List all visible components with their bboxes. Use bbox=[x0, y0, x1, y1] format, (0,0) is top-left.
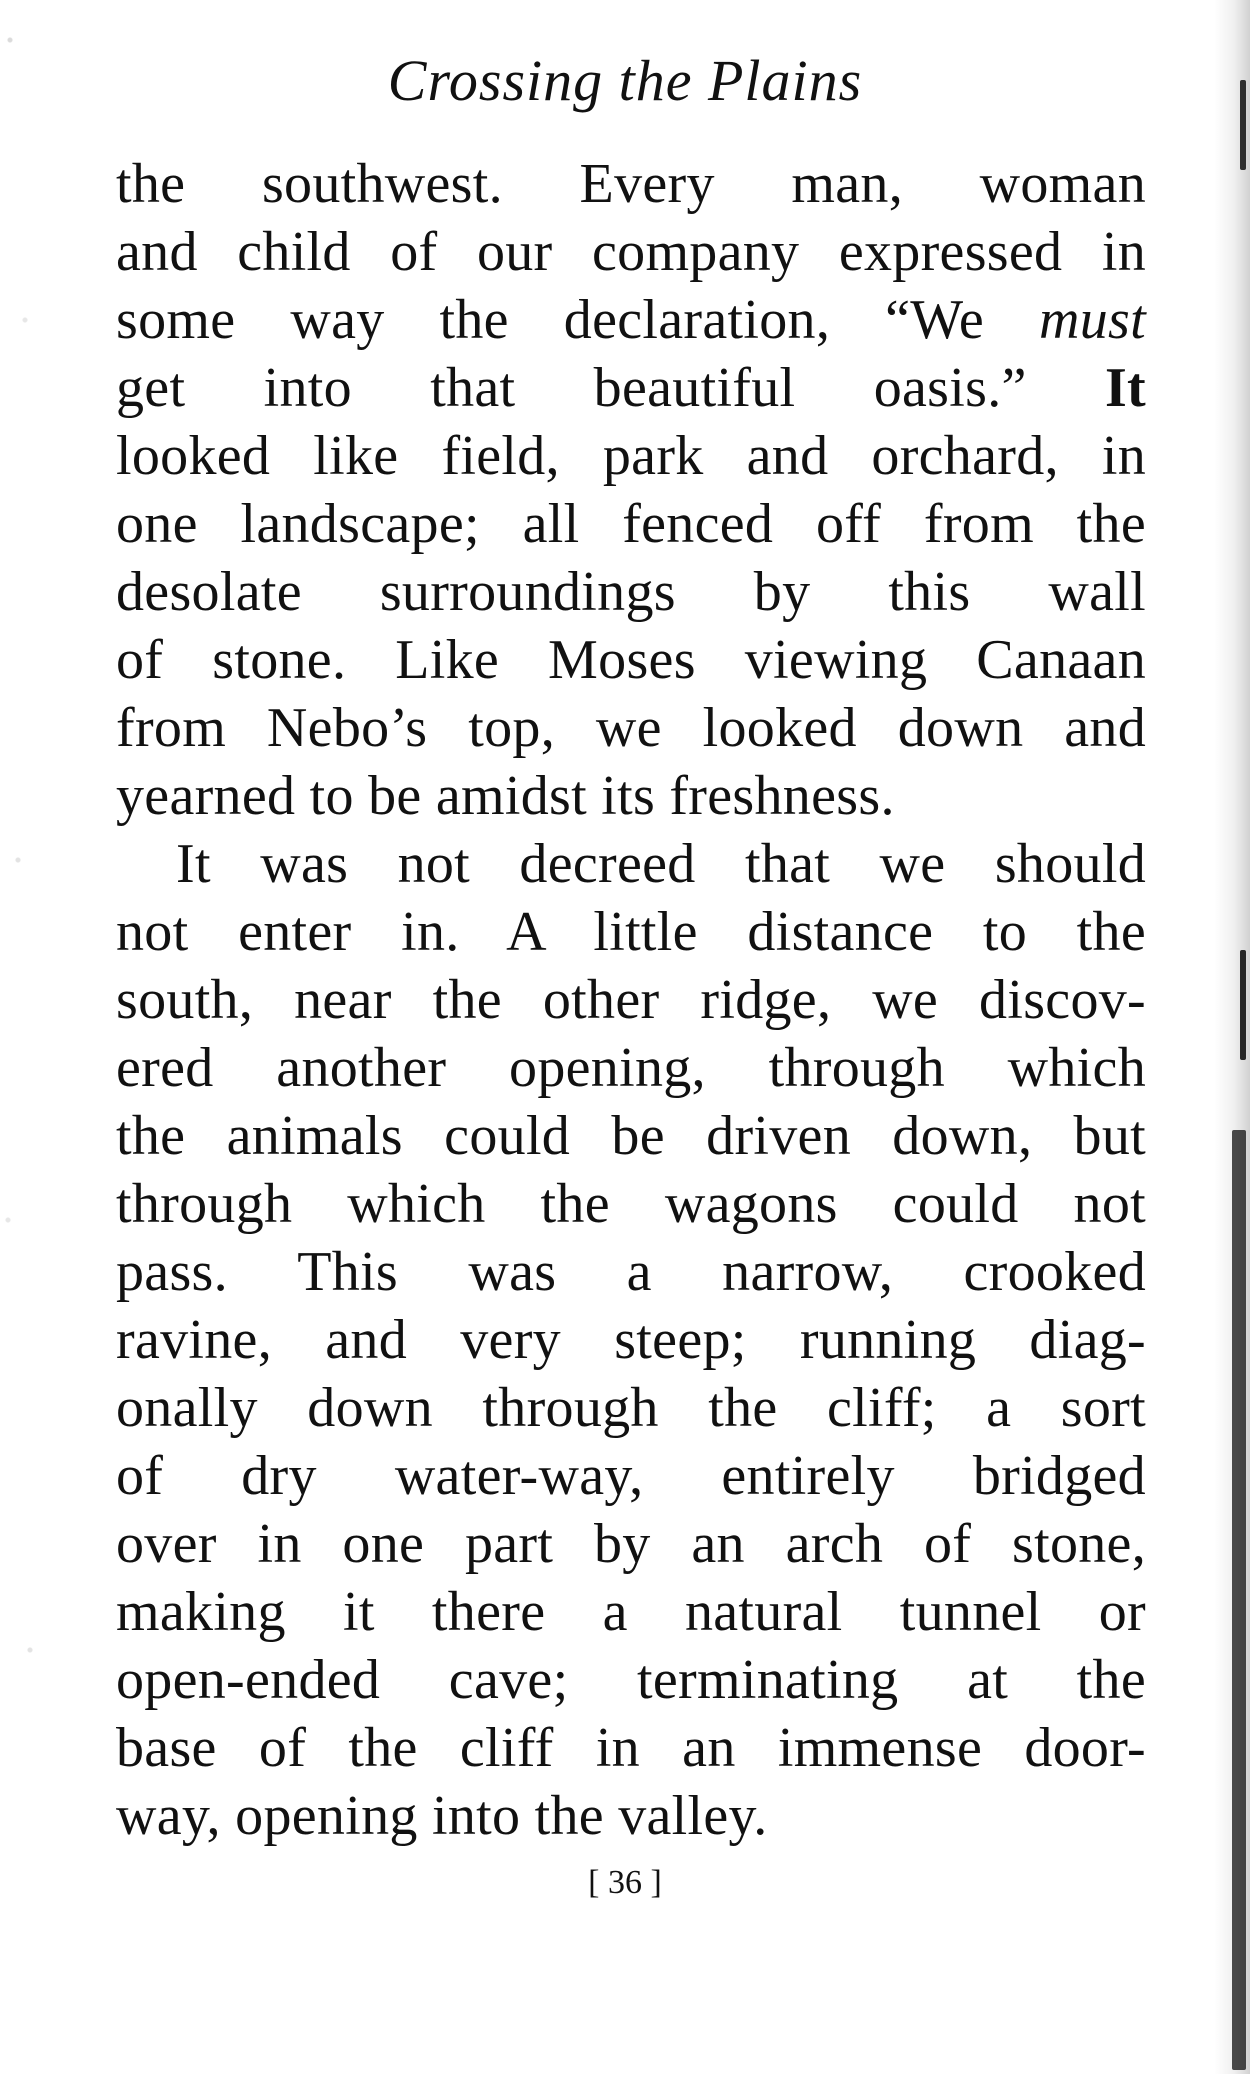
text-line: It was not decreed that we should bbox=[176, 833, 1146, 895]
text-line: pass. This was a narrow, crooked bbox=[116, 1241, 1146, 1303]
emphasis-word: must bbox=[1039, 289, 1146, 351]
text-line: open-ended cave; terminating at the bbox=[116, 1649, 1146, 1711]
text-line: desolate surroundings by this wall bbox=[116, 561, 1146, 623]
scan-edge-mark bbox=[1232, 1130, 1246, 2070]
text-line: of stone. Like Moses viewing Canaan bbox=[116, 629, 1146, 691]
running-head: Crossing the Plains bbox=[387, 48, 863, 113]
text-span: some way the declaration, “We bbox=[116, 289, 1039, 351]
text-line: through which the wagons could not bbox=[116, 1173, 1146, 1235]
text-line: one landscape; all fenced off from the bbox=[116, 493, 1146, 555]
text-line: yearned to be amidst its freshness. bbox=[116, 765, 895, 827]
text-line: onally down through the cliff; a sort bbox=[116, 1377, 1146, 1439]
text-line: south, near the other ridge, we discov- bbox=[116, 969, 1146, 1031]
scan-speckle-left bbox=[0, 0, 60, 2074]
body-text bbox=[116, 150, 1146, 1850]
smudged-word: It bbox=[1104, 357, 1146, 419]
text-line: ered another opening, through which bbox=[116, 1037, 1146, 1099]
text-line: base of the cliff in an immense door- bbox=[116, 1717, 1146, 1779]
text-line: looked like field, park and orchard, in bbox=[116, 425, 1146, 487]
text-line: over in one part by an arch of stone, bbox=[116, 1513, 1146, 1575]
text-line: from Nebo’s top, we looked down and bbox=[116, 697, 1146, 759]
text-span: get into that beautiful oasis.” bbox=[116, 357, 1105, 419]
text-line bbox=[116, 286, 1146, 354]
text-line: the southwest. Every man, woman bbox=[116, 153, 1146, 215]
text-line bbox=[116, 354, 1146, 422]
page-number: [ 36 ] bbox=[588, 1864, 662, 1901]
text-line: ravine, and very steep; running diag- bbox=[116, 1309, 1146, 1371]
text-line: not enter in. A little distance to the bbox=[116, 901, 1146, 963]
text-line: the animals could be driven down, but bbox=[116, 1105, 1146, 1167]
text-line: way, opening into the valley. bbox=[116, 1785, 768, 1847]
text-line: making it there a natural tunnel or bbox=[116, 1581, 1146, 1643]
text-line: and child of our company expressed in bbox=[116, 221, 1146, 283]
scan-edge-mark bbox=[1240, 950, 1246, 1060]
text-line: of dry water-way, entirely bridged bbox=[116, 1445, 1146, 1507]
